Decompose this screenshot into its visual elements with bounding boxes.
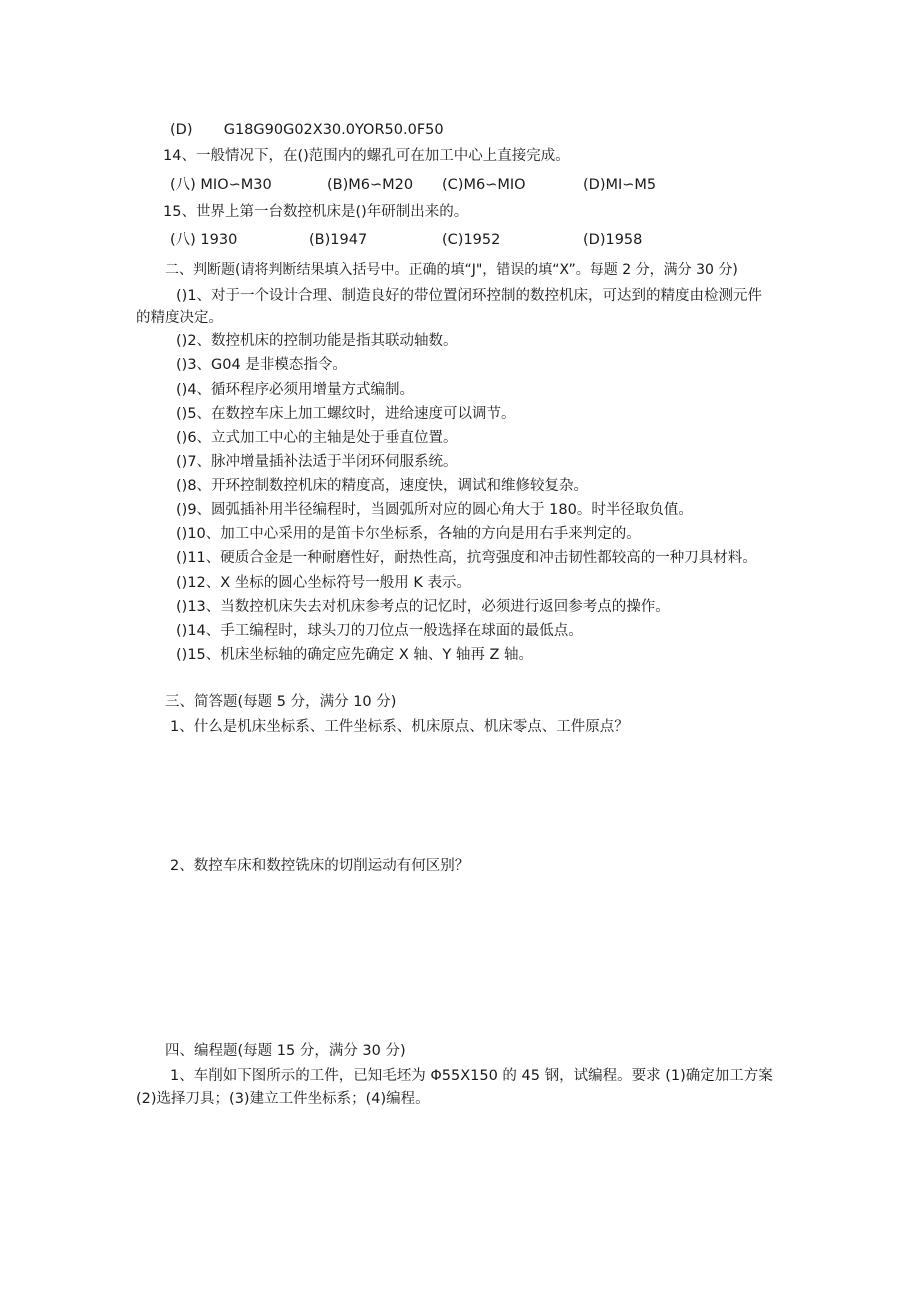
tf-item-6: ()6、立式加工中心的主轴是处于垂直位置。 [176,430,458,446]
q15-option-d: (D)1958 [583,232,643,248]
tf-item-4: ()4、循环程序必须用增量方式编制。 [176,382,415,398]
tf-item-11: ()11、硬质合金是一种耐磨性好，耐热性高，抗弯强度和冲击韧性都较高的一种刀具材料。 [176,550,757,566]
q14-option-a: (八) MIO∽M30 [170,177,272,193]
tf-item-9: ()9、圆弧插补用半径编程时，当圆弧所对应的圆心角大于 180。时半径取负值。 [176,502,693,518]
tf-item-8: ()8、开环控制数控机床的精度高，速度快，调试和维修较复杂。 [176,478,589,494]
tf-item-2: ()2、数控机床的控制功能是指其联动轴数。 [176,333,458,349]
section3-heading: 三、简答题(每题 5 分，满分 10 分) [165,694,397,710]
q15-option-a: (八) 1930 [170,232,238,248]
programming-q1-line1: 1、车削如下图所示的工件，已知毛坯为 Φ55X150 的 45 钢，试编程。要求 (1)确定加工方案 [170,1068,773,1084]
tf-item-13: ()13、当数控机床失去对机床参考点的记忆时，必须进行返回参考点的操作。 [176,599,670,615]
programming-q1-line2: (2)选择刀具；(3)建立工件坐标系；(4)编程。 [136,1091,430,1107]
tf-item-1: ()1、对于一个设计合理、制造良好的带位置闭环控制的数控机床，可达到的精度由检测元件 [176,288,763,304]
q15-stem: 15、世界上第一台数控机床是()年研制出来的。 [163,204,469,220]
q15-option-c: (C)1952 [442,232,501,248]
tf-item-10: ()10、加工中心采用的是笛卡尔坐标系，各轴的方向是用右手来判定的。 [176,526,641,542]
short-answer-q1: 1、什么是机床坐标系、工件坐标系、机床原点、机床零点、工件原点？ [170,719,629,735]
tf-item-7: ()7、脉冲增量插补法适于半闭环伺服系统。 [176,454,458,470]
tf-item-15: ()15、机床坐标轴的确定应先确定 X 轴、Y 轴再 Z 轴。 [176,647,534,663]
tf-item-14: ()14、手工编程时，球头刀的刀位点一般选择在球面的最低点。 [176,623,583,639]
q13-option-d [170,120,444,140]
q14-option-b: (B)M6∽M20 [327,177,414,193]
tf-item-3: ()3、G04 是非模态指令。 [176,357,347,373]
section2-heading: 二、判断题(请将判断结果填入括号中。正确的填“J"，错误的填“X”。每题 2 分，满分 30 分) [165,262,738,278]
q14-stem: 14、一般情况下，在()范围内的螺孔可在加工中心上直接完成。 [163,148,570,164]
tf-item-1-cont: 的精度决定。 [136,310,223,326]
q13-option-d-label: (D) [170,122,193,138]
q14-option-d: (D)MI∽M5 [583,177,657,193]
q13-option-d-text: G18G90G02X30.0YOR50.0F50 [223,122,444,138]
q14-option-c: (C)M6∽MIO [442,177,526,193]
section4-heading: 四、编程题(每题 15 分，满分 30 分) [165,1043,406,1059]
tf-item-5: ()5、在数控车床上加工螺纹时，进给速度可以调节。 [176,406,516,422]
tf-item-12: ()12、X 坐标的圆心坐标符号一般用 K 表示。 [176,575,472,591]
q15-option-b: (B)1947 [309,232,368,248]
short-answer-q2: 2、数控车床和数控铣床的切削运动有何区别？ [170,858,470,874]
